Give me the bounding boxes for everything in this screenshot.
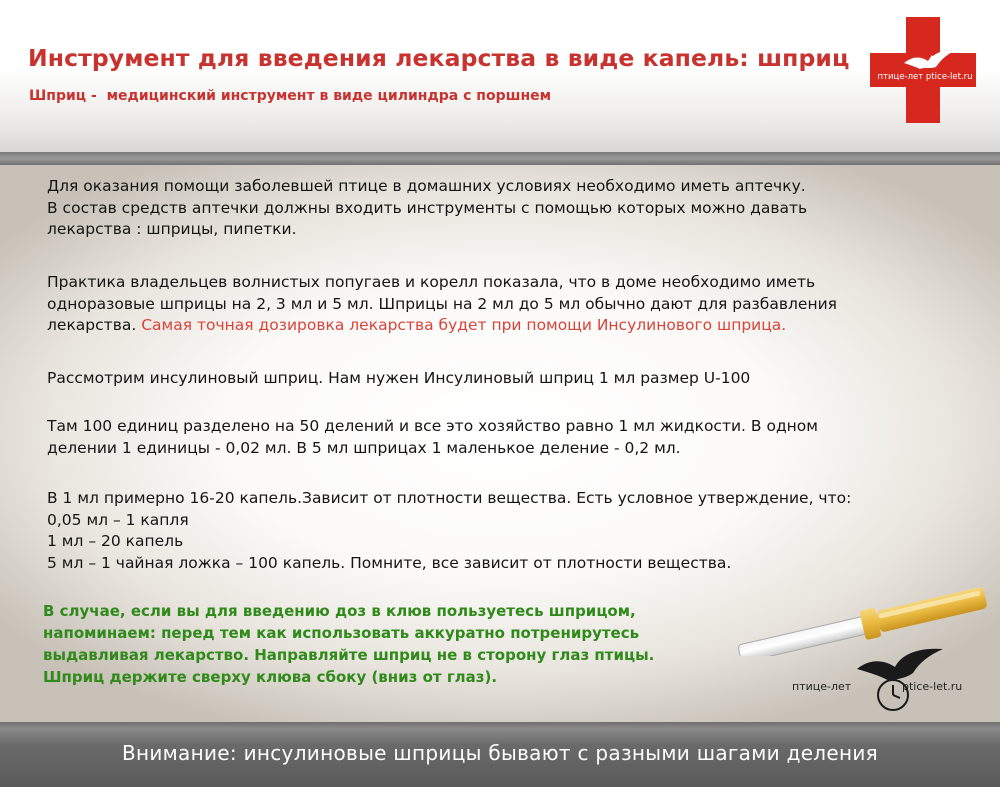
paragraph-divisions <box>47 416 818 459</box>
paragraph-first-aid-kit <box>47 176 807 241</box>
text-line: 0,05 мл – 1 капля <box>47 510 189 529</box>
paragraph-drops <box>47 488 851 574</box>
footer-band <box>0 722 1000 787</box>
cross-logo-caption: птице-лет ptice-let.ru <box>877 72 973 82</box>
logo-brand-right: ptice-let.ru <box>902 680 963 693</box>
logo-brand-left: птице-лет <box>792 680 852 693</box>
text-line <box>47 315 837 337</box>
text-line: В состав средств аптечки должны входить инструменты с помощью которых можно давать <box>47 198 808 217</box>
text-line: лекарства : шприцы, пипетки. <box>47 220 297 238</box>
note-line: напоминаем: перед тем как использовать аккуратно потренирутесь <box>43 624 640 642</box>
text-line: Практика владельцев волнистых попугаев и корелл показала, что в доме необходимо иметь <box>47 273 816 291</box>
header-band <box>0 0 1000 152</box>
note-line: выдавливая лекарство. Направляйте шприц не в сторону глаз птицы. <box>43 646 655 664</box>
text-line: Рассмотрим инсулиновый шприц. Нам нужен Инсулиновый шприц 1 мл размер U-100 <box>47 369 751 387</box>
footer-warning: Внимание: инсулиновые шприцы бывают с разными шагами деления <box>121 741 879 765</box>
page-title: Инструмент для введения лекарства в виде капель: шприц <box>28 44 850 72</box>
text-line: Для оказания помощи заболевшей птице в домашних условиях необходимо иметь аптечку. <box>47 177 806 195</box>
paragraph-syringe-sizes <box>47 272 837 337</box>
text-line: 5 мл – 1 чайная ложка – 100 капель. Помните, все зависит от плотности вещества. <box>47 553 732 572</box>
paragraph-insulin-syringe <box>47 368 750 390</box>
highlight-text: Самая точная дозировка лекарства будет при помощи Инсулинового шприца. <box>141 316 787 334</box>
text-line: Там 100 единиц разделено на 50 делений и все это хозяйство равно 1 мл жидкости. В одном <box>47 417 818 435</box>
text-fragment: лекарства. <box>47 316 142 334</box>
syringe-image <box>728 572 1000 656</box>
header-divider <box>0 152 1000 165</box>
page-subtitle: Шприц - медицинский инструмент в виде цилиндра с поршнем <box>29 88 552 104</box>
text-line: делении 1 единицы - 0,02 мл. В 5 мл шприцах 1 маленькое деление - 0,2 мл. <box>47 438 681 457</box>
text-line: В 1 мл примерно 16-20 капель.Зависит от плотности вещества. Есть условное утверждение, что: <box>47 489 852 507</box>
red-cross-logo-icon <box>870 17 976 123</box>
note-line: Шприц держите сверху клюва сбоку (вниз от глаз). <box>43 668 498 686</box>
text-line: 1 мл – 20 капель <box>47 532 184 550</box>
usage-note <box>43 600 654 688</box>
note-line: В случае, если вы для введению доз в клюв пользуетесь шприцом, <box>43 602 636 620</box>
text-line: одноразовые шприцы на 2, 3 мл и 5 мл. Шприцы на 2 мл до 5 мл обычно дают для разбавления <box>47 294 837 313</box>
